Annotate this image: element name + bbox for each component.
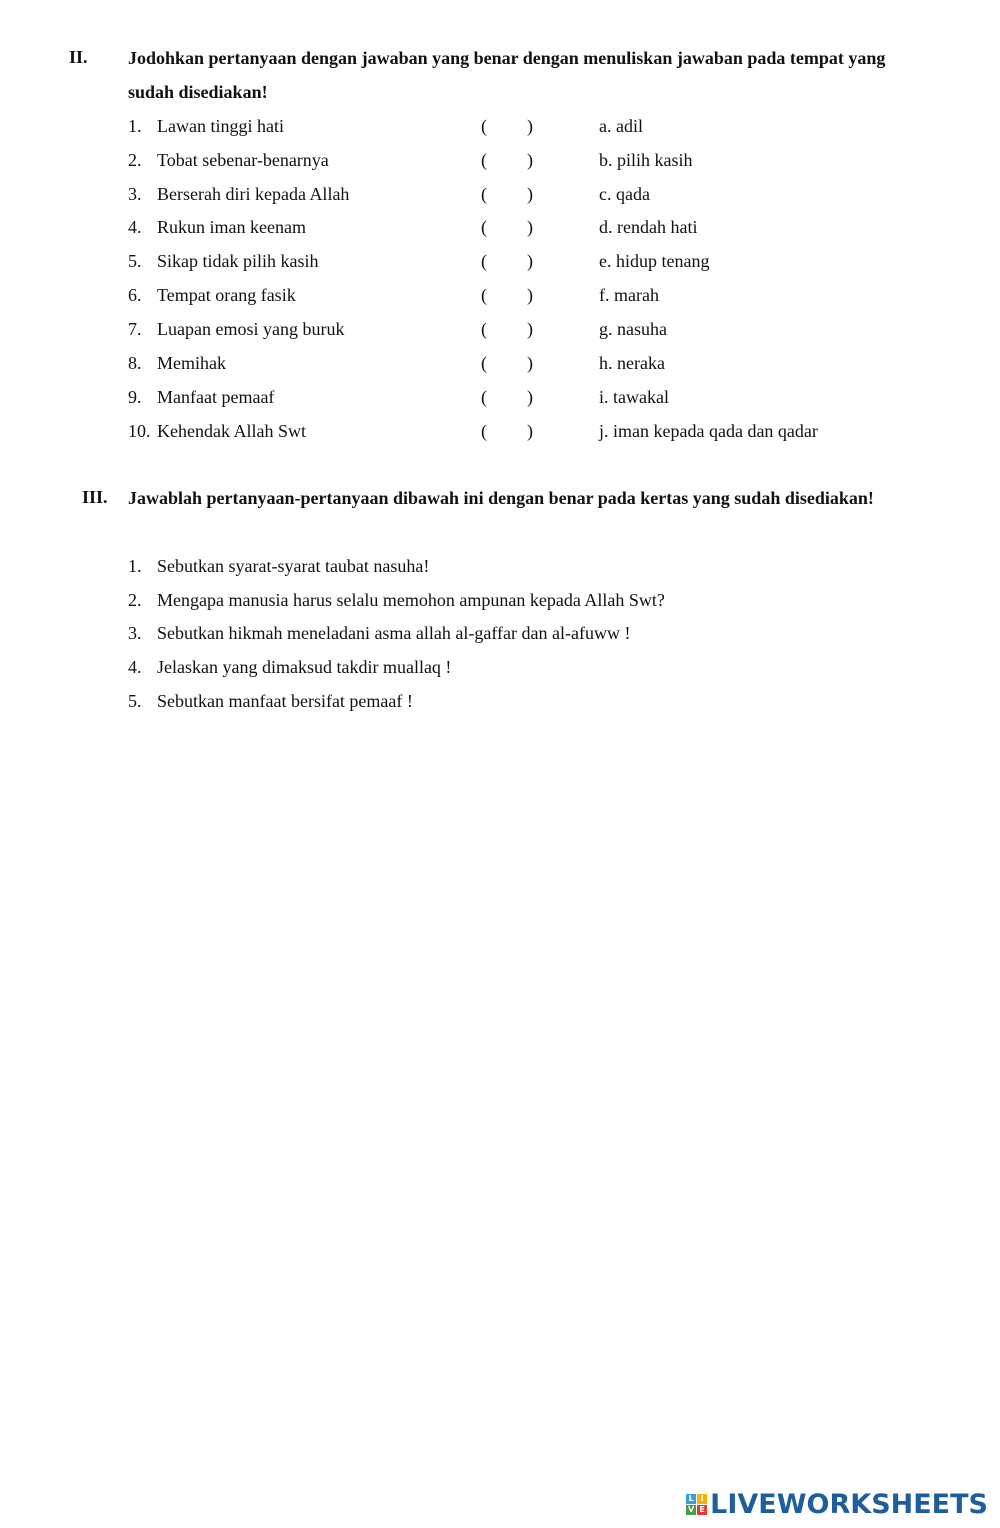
paren-close: )	[527, 150, 533, 170]
essay-question	[128, 684, 928, 718]
paren-open: (	[481, 184, 487, 204]
answer-option: j. iman kepada qada dan qadar	[599, 421, 818, 441]
answer-option: g. nasuha	[599, 319, 667, 339]
answer-option: d. rendah hati	[599, 217, 698, 237]
row-number: 5.	[128, 251, 142, 271]
paren-open: (	[481, 319, 487, 339]
row-number: 2.	[128, 150, 142, 170]
question-text: Tempat orang fasik	[157, 285, 296, 305]
logo-tile-l: L	[686, 1494, 696, 1504]
answer-blank-input[interactable]	[492, 179, 522, 205]
answer-blank-input[interactable]	[492, 145, 522, 171]
essay-question	[128, 650, 928, 684]
essay-question	[128, 616, 928, 650]
matching-row	[128, 177, 928, 211]
paren-open: (	[481, 387, 487, 407]
question-text: Tobat sebenar-benarnya	[157, 150, 329, 170]
question-text: Berserah diri kepada Allah	[157, 184, 350, 204]
liveworksheets-logo	[686, 1488, 988, 1520]
answer-blank-input[interactable]	[492, 111, 522, 137]
answer-option: b. pilih kasih	[599, 150, 693, 170]
matching-row	[128, 312, 928, 346]
paren-close: )	[527, 421, 533, 441]
question-number: 2.	[128, 590, 142, 610]
answer-blank-input[interactable]	[492, 280, 522, 306]
matching-row	[128, 346, 928, 380]
matching-row	[128, 210, 928, 244]
row-number: 6.	[128, 285, 142, 305]
row-number: 4.	[128, 217, 142, 237]
logo-tile-i: I	[697, 1494, 707, 1504]
section-2-number: II.	[69, 47, 88, 67]
paren-close: )	[527, 353, 533, 373]
question-text: Lawan tinggi hati	[157, 116, 284, 136]
question-text: Luapan emosi yang buruk	[157, 319, 345, 339]
question-number: 4.	[128, 657, 142, 677]
answer-option: i. tawakal	[599, 387, 669, 407]
answer-option: h. neraka	[599, 353, 665, 373]
paren-close: )	[527, 387, 533, 407]
paren-open: (	[481, 150, 487, 170]
row-number: 7.	[128, 319, 142, 339]
paren-close: )	[527, 217, 533, 237]
question-text: Rukun iman keenam	[157, 217, 306, 237]
matching-row	[128, 143, 928, 177]
question-number: 1.	[128, 556, 142, 576]
question-number: 5.	[128, 691, 142, 711]
liveworksheets-logo-text: LIVEWORKSHEETS	[710, 1488, 988, 1520]
question-text: Sikap tidak pilih kasih	[157, 251, 319, 271]
paren-close: )	[527, 285, 533, 305]
paren-close: )	[527, 319, 533, 339]
section-2-instruction: Jodohkan pertanyaan dengan jawaban yang benar dengan menuliskan jawaban pada tempat yang sudah disediakan!	[128, 48, 886, 102]
logo-tile-v: V	[688, 1504, 695, 1514]
row-number: 1.	[128, 116, 142, 136]
paren-close: )	[527, 251, 533, 271]
matching-row	[128, 414, 928, 448]
paren-close: )	[527, 116, 533, 136]
matching-row	[128, 109, 928, 143]
paren-open: (	[481, 285, 487, 305]
answer-blank-input[interactable]	[492, 246, 522, 272]
paren-open: (	[481, 251, 487, 271]
essay-question	[128, 583, 928, 617]
row-number: 8.	[128, 353, 142, 373]
paren-close: )	[527, 184, 533, 204]
answer-blank-input[interactable]	[492, 382, 522, 408]
section-3-instruction: Jawablah pertanyaan-pertanyaan dibawah ini dengan benar pada kertas yang sudah disediakan!	[128, 488, 874, 508]
row-number: 9.	[128, 387, 142, 407]
question-text: Manfaat pemaaf	[157, 387, 275, 407]
answer-option: f. marah	[599, 285, 659, 305]
answer-blank-input[interactable]	[492, 416, 522, 442]
liveworksheets-logo-icon	[686, 1494, 707, 1515]
matching-row	[128, 244, 928, 278]
logo-tile-e: E	[697, 1505, 707, 1515]
question-text: Jelaskan yang dimaksud takdir muallaq !	[157, 657, 452, 677]
section-3-number: III.	[82, 487, 108, 507]
paren-open: (	[481, 116, 487, 136]
answer-option: a. adil	[599, 116, 643, 136]
question-text: Memihak	[157, 353, 226, 373]
answer-blank-input[interactable]	[492, 314, 522, 340]
matching-row	[128, 380, 928, 414]
essay-question	[128, 549, 928, 583]
question-number: 3.	[128, 623, 142, 643]
paren-open: (	[481, 353, 487, 373]
row-number: 10.	[128, 421, 151, 441]
question-text: Sebutkan syarat-syarat taubat nasuha!	[157, 556, 430, 576]
question-text: Sebutkan hikmah meneladani asma allah al-gaffar dan al-afuww !	[157, 623, 631, 643]
paren-open: (	[481, 217, 487, 237]
row-number: 3.	[128, 184, 142, 204]
answer-blank-input[interactable]	[492, 212, 522, 238]
question-text: Mengapa manusia harus selalu memohon ampunan kepada Allah Swt?	[157, 590, 665, 610]
paren-open: (	[481, 421, 487, 441]
question-text: Kehendak Allah Swt	[157, 421, 306, 441]
question-text: Sebutkan manfaat bersifat pemaaf !	[157, 691, 413, 711]
answer-blank-input[interactable]	[492, 348, 522, 374]
answer-option: e. hidup tenang	[599, 251, 710, 271]
answer-option: c. qada	[599, 184, 650, 204]
matching-row	[128, 278, 928, 312]
